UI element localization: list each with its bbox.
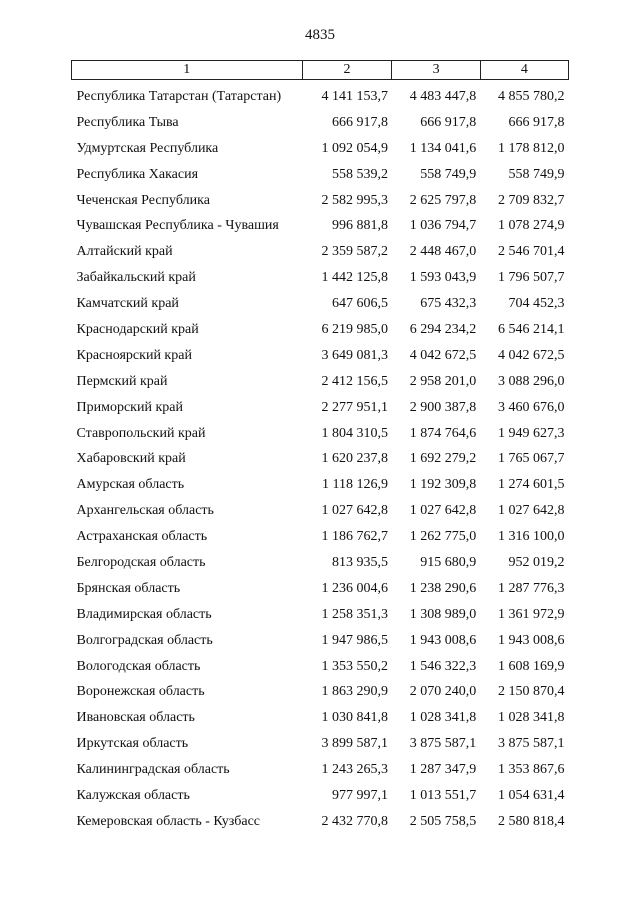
- value-cell-col2: 1 030 841,8: [321, 710, 388, 726]
- value-cell-col2: 1 236 004,6: [321, 580, 388, 596]
- value-cell-col2: 666 917,8: [331, 114, 388, 130]
- region-cell: Приморский край: [76, 399, 183, 415]
- value-cell-col2: 1 243 265,3: [321, 762, 388, 778]
- value-cell-col4: 3 088 296,0: [498, 373, 565, 389]
- table-row: [72, 628, 569, 654]
- column-header-2: 2: [302, 61, 392, 80]
- region-cell: Удмуртская Республика: [76, 140, 219, 156]
- region-cell: Чувашская Республика - Чувашия: [76, 218, 279, 234]
- region-cell: Республика Хакасия: [76, 166, 199, 182]
- table-row: [72, 783, 569, 809]
- value-cell-col3: 1 692 279,2: [409, 451, 477, 467]
- value-cell-col2: 3 649 081,3: [321, 347, 388, 363]
- value-cell-col3: 558 749,9: [420, 166, 477, 182]
- table-body: [72, 80, 569, 835]
- value-cell-col3: 2 900 387,8: [409, 399, 477, 415]
- value-cell-col2: 1 092 054,9: [321, 140, 388, 156]
- value-cell-col3: 2 625 797,8: [409, 192, 477, 208]
- value-cell-col3: 2 505 758,5: [409, 813, 477, 829]
- value-cell-col3: 6 294 234,2: [409, 321, 477, 337]
- header-row: [72, 61, 569, 80]
- table-row: [72, 705, 569, 731]
- value-cell-col2: 2 277 951,1: [321, 399, 388, 415]
- value-cell-col3: 1 027 642,8: [409, 503, 477, 519]
- value-cell-col4: 558 749,9: [508, 166, 565, 182]
- value-cell-col3: 1 546 322,3: [409, 658, 477, 674]
- value-cell-col2: 977 997,1: [331, 787, 388, 803]
- value-cell-col4: 1 943 008,6: [498, 632, 565, 648]
- value-cell-col3: 1 308 989,0: [409, 606, 477, 622]
- table-row: [72, 343, 569, 369]
- value-cell-col3: 4 483 447,8: [409, 88, 477, 104]
- region-cell: Калужская область: [76, 787, 190, 803]
- column-header-1: 1: [72, 61, 303, 80]
- value-cell-col2: 1 258 351,3: [321, 606, 388, 622]
- table-row: [72, 421, 569, 447]
- value-cell-col4: 1 027 642,8: [498, 503, 565, 519]
- table-row: [72, 550, 569, 576]
- value-cell-col2: 3 899 587,1: [321, 736, 388, 752]
- table-row: [72, 110, 569, 136]
- table-row: [72, 213, 569, 239]
- budget-table: [71, 60, 569, 835]
- value-cell-col4: 1 054 631,4: [498, 787, 565, 803]
- table-row: [72, 265, 569, 291]
- table-row: [72, 498, 569, 524]
- region-cell: Архангельская область: [76, 503, 214, 519]
- value-cell-col3: 1 287 347,9: [409, 762, 477, 778]
- region-cell: Пермский край: [76, 373, 168, 389]
- value-cell-col3: 2 448 467,0: [409, 244, 477, 260]
- value-cell-col4: 4 042 672,5: [498, 347, 565, 363]
- value-cell-col4: 1 178 812,0: [498, 140, 565, 156]
- value-cell-col3: 3 875 587,1: [409, 736, 477, 752]
- value-cell-col2: 558 539,2: [331, 166, 388, 182]
- table-row: [72, 524, 569, 550]
- value-cell-col2: 1 947 986,5: [321, 632, 388, 648]
- value-cell-col3: 1 028 341,8: [409, 710, 477, 726]
- value-cell-col2: 1 353 550,2: [321, 658, 388, 674]
- value-cell-col3: 666 917,8: [420, 114, 477, 130]
- table-row: [72, 188, 569, 214]
- value-cell-col4: 3 460 676,0: [498, 399, 565, 415]
- value-cell-col4: 2 546 701,4: [498, 244, 565, 260]
- value-cell-col2: 4 141 153,7: [321, 88, 388, 104]
- region-cell: Владимирская область: [76, 606, 212, 622]
- value-cell-col4: 2 709 832,7: [498, 192, 565, 208]
- value-cell-col3: 1 238 290,6: [409, 580, 477, 596]
- value-cell-col2: 1 118 126,9: [322, 477, 388, 493]
- value-cell-col3: 1 874 764,6: [409, 425, 477, 441]
- region-cell: Республика Тыва: [76, 114, 179, 130]
- table-row: [72, 472, 569, 498]
- region-cell: Воронежская область: [76, 684, 205, 700]
- table-row: [72, 809, 569, 835]
- table-header: [72, 61, 569, 80]
- region-cell: Калининградская область: [76, 762, 230, 778]
- value-cell-col4: 1 078 274,9: [498, 218, 565, 234]
- value-cell-col2: 1 186 762,7: [321, 529, 388, 545]
- value-cell-col3: 1 943 008,6: [409, 632, 477, 648]
- value-cell-col4: 704 452,3: [508, 296, 565, 312]
- value-cell-col2: 1 863 290,9: [321, 684, 388, 700]
- value-cell-col4: 1 274 601,5: [498, 477, 565, 493]
- value-cell-col2: 813 935,5: [331, 554, 388, 570]
- value-cell-col2: 1 804 310,5: [321, 425, 388, 441]
- region-cell: Камчатский край: [76, 296, 179, 312]
- table-row: [72, 395, 569, 421]
- value-cell-col2: 996 881,8: [331, 218, 388, 234]
- value-cell-col3: 675 432,3: [420, 296, 477, 312]
- table-row: [72, 757, 569, 783]
- value-cell-col4: 1 316 100,0: [498, 529, 565, 545]
- value-cell-col2: 2 582 995,3: [321, 192, 388, 208]
- table-row: [72, 291, 569, 317]
- table-row: [72, 162, 569, 188]
- value-cell-col3: 1 262 775,0: [409, 529, 477, 545]
- region-cell: Астраханская область: [76, 529, 208, 545]
- table-row: [72, 679, 569, 705]
- value-cell-col4: 1 287 776,3: [498, 580, 565, 596]
- value-cell-col3: 2 070 240,0: [409, 684, 477, 700]
- table-row: [72, 654, 569, 680]
- table-row: [72, 239, 569, 265]
- value-cell-col4: 3 875 587,1: [498, 736, 565, 752]
- region-cell: Краснодарский край: [76, 321, 199, 337]
- value-cell-col4: 1 353 867,6: [498, 762, 565, 778]
- region-cell: Республика Татарстан (Татарстан): [76, 88, 282, 104]
- value-cell-col3: 2 958 201,0: [409, 373, 477, 389]
- region-cell: Ставропольский край: [76, 425, 206, 441]
- region-cell: Брянская область: [76, 580, 181, 596]
- region-cell: Амурская область: [76, 477, 185, 493]
- value-cell-col4: 666 917,8: [508, 114, 565, 130]
- value-cell-col2: 6 219 985,0: [321, 321, 388, 337]
- value-cell-col3: 1 036 794,7: [409, 218, 477, 234]
- value-cell-col4: 1 608 169,9: [498, 658, 565, 674]
- table-row: [72, 731, 569, 757]
- page-number: 4835: [305, 27, 335, 43]
- value-cell-col2: 647 606,5: [331, 296, 388, 312]
- value-cell-col4: 952 019,2: [508, 554, 565, 570]
- value-cell-col4: 1 765 067,7: [498, 451, 565, 467]
- value-cell-col3: 4 042 672,5: [409, 347, 477, 363]
- value-cell-col2: 2 432 770,8: [321, 813, 388, 829]
- table-row: [72, 80, 569, 110]
- value-cell-col3: 1 593 043,9: [409, 270, 477, 286]
- table-row: [72, 317, 569, 343]
- table-row: [72, 576, 569, 602]
- column-header-4: 4: [480, 61, 568, 80]
- region-cell: Иркутская область: [76, 736, 189, 752]
- region-cell: Чеченская Республика: [76, 192, 210, 208]
- value-cell-col3: 1 134 041,6: [409, 140, 477, 156]
- value-cell-col4: 1 949 627,3: [498, 425, 565, 441]
- value-cell-col4: 1 361 972,9: [498, 606, 565, 622]
- value-cell-col4: 4 855 780,2: [498, 88, 565, 104]
- value-cell-col4: 6 546 214,1: [498, 321, 565, 337]
- value-cell-col3: 915 680,9: [420, 554, 477, 570]
- table-row: [72, 136, 569, 162]
- region-cell: Хабаровский край: [76, 451, 186, 467]
- region-cell: Ивановская область: [76, 710, 195, 726]
- value-cell-col4: 2 580 818,4: [498, 813, 565, 829]
- value-cell-col4: 1 028 341,8: [498, 710, 565, 726]
- value-cell-col3: 1 192 309,8: [409, 477, 477, 493]
- table-row: [72, 369, 569, 395]
- region-cell: Красноярский край: [76, 347, 192, 363]
- value-cell-col4: 1 796 507,7: [498, 270, 565, 286]
- value-cell-col2: 1 620 237,8: [321, 451, 388, 467]
- column-header-3: 3: [392, 61, 480, 80]
- value-cell-col2: 1 442 125,8: [321, 270, 388, 286]
- value-cell-col4: 2 150 870,4: [498, 684, 565, 700]
- region-cell: Белгородская область: [76, 554, 206, 570]
- value-cell-col3: 1 013 551,7: [409, 787, 477, 803]
- value-cell-col2: 1 027 642,8: [321, 503, 388, 519]
- value-cell-col2: 2 412 156,5: [321, 373, 388, 389]
- region-cell: Волгоградская область: [76, 632, 213, 648]
- region-cell: Забайкальский край: [76, 270, 196, 286]
- value-cell-col2: 2 359 587,2: [321, 244, 388, 260]
- table-row: [72, 602, 569, 628]
- region-cell: Алтайский край: [76, 244, 173, 260]
- table-row: [72, 446, 569, 472]
- region-cell: Кемеровская область - Кузбасс: [76, 813, 261, 829]
- region-cell: Вологодская область: [76, 658, 201, 674]
